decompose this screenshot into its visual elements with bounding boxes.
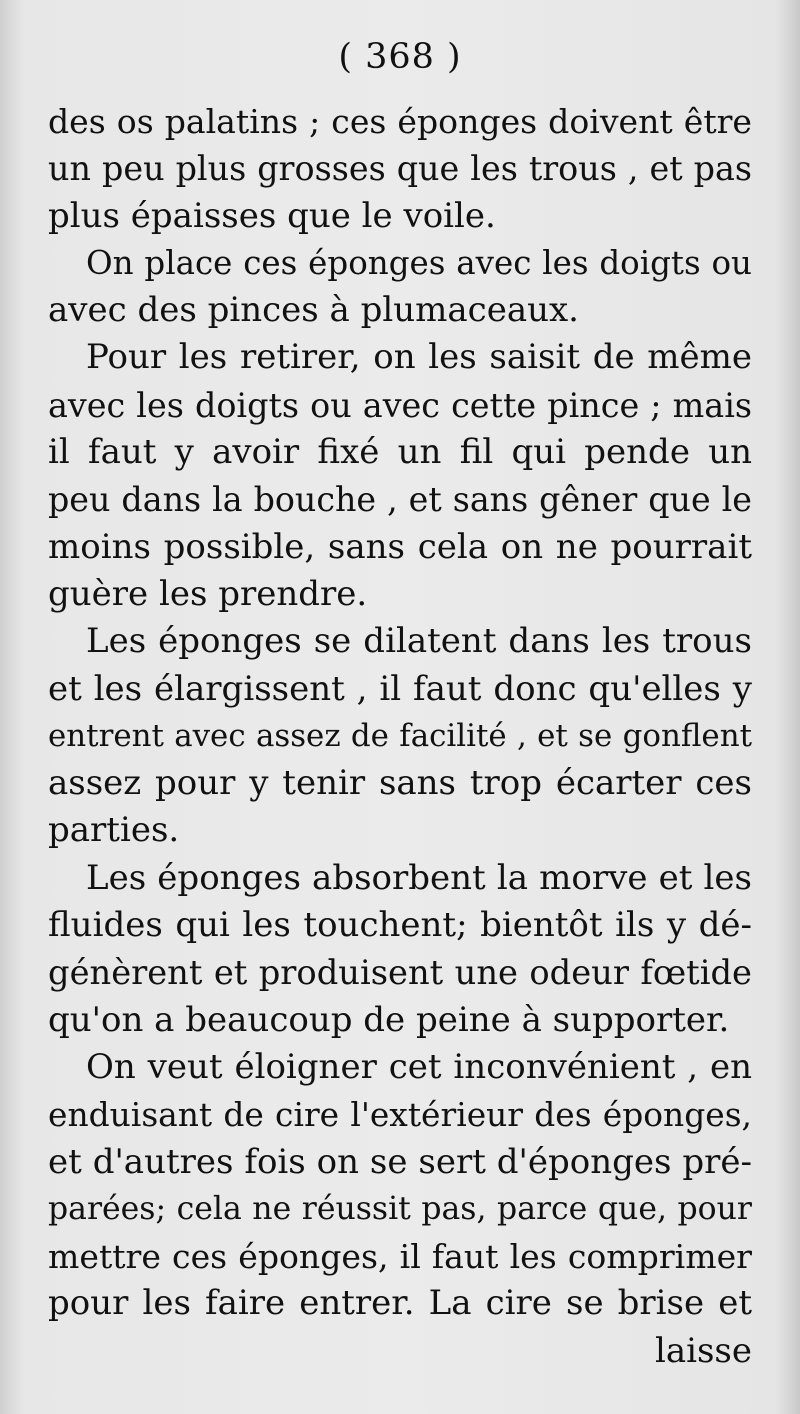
text-line: avec des pinces à plumaceaux. [48,290,579,331]
text-line: Les éponges se dilatent dans les trous [86,621,752,662]
text-line: avec les doigts ou avec cette pince ; mais [48,385,752,425]
text-line: et d'autres fois on se sert d'éponges pré- [48,1141,752,1182]
text-line: fluides qui les touchent; bientôt ils y dé- [48,905,752,946]
text-line: qu'on a beaucoup de peine à supporter. [48,999,730,1040]
text-line: parées; cela ne réussit pas, parce que, pour [48,1190,752,1227]
text-line: assez pour y tenir sans trop écarter ces [48,763,752,804]
text-line: Pour les retirer, on les saisit de même [86,337,752,378]
text-line: moins possible, sans cela on ne pourrait [48,526,752,567]
text-line: parties. [48,810,180,851]
paragraph [48,1044,752,1328]
text-line: et les élargissent , il faut donc qu'elles y [48,668,752,709]
paragraph [48,240,752,335]
paragraph [48,855,752,1044]
text-line: mettre ces éponges, il faut les comprimer [48,1237,752,1277]
text-line: On place ces éponges avec les doigts ou [86,243,752,282]
text-line: génèrent et produisent une odeur fœtide [48,953,752,993]
paragraph [48,618,752,854]
paragraph [48,98,752,240]
text-line: On veut éloigner cet inconvénient , en [86,1046,752,1087]
text-line: pour les faire entrer. La cire se brise et [48,1283,752,1324]
text-line: des os palatins ; ces éponges doivent être [48,102,752,141]
text-line: guère les prendre. [48,573,368,614]
catchword: laisse [654,1330,752,1371]
text-line: peu dans la bouche , et sans gêner que le [48,480,752,520]
text-line: enduisant de cire l'extérieur des éponges, [48,1095,752,1135]
text-line: entrent avec assez de facilité , et se gonflent [48,717,752,754]
page-number: ( 368 ) [338,37,462,77]
paragraph [48,334,752,618]
page-text [48,98,752,1375]
text-line: plus épaisses que le voile. [48,195,496,236]
text-line: un peu plus grosses que les trous , et pas [48,149,752,189]
text-line: il faut y avoir fixé un fil qui pende un [48,432,752,473]
text-line: Les éponges absorbent la morve et les [86,857,752,898]
